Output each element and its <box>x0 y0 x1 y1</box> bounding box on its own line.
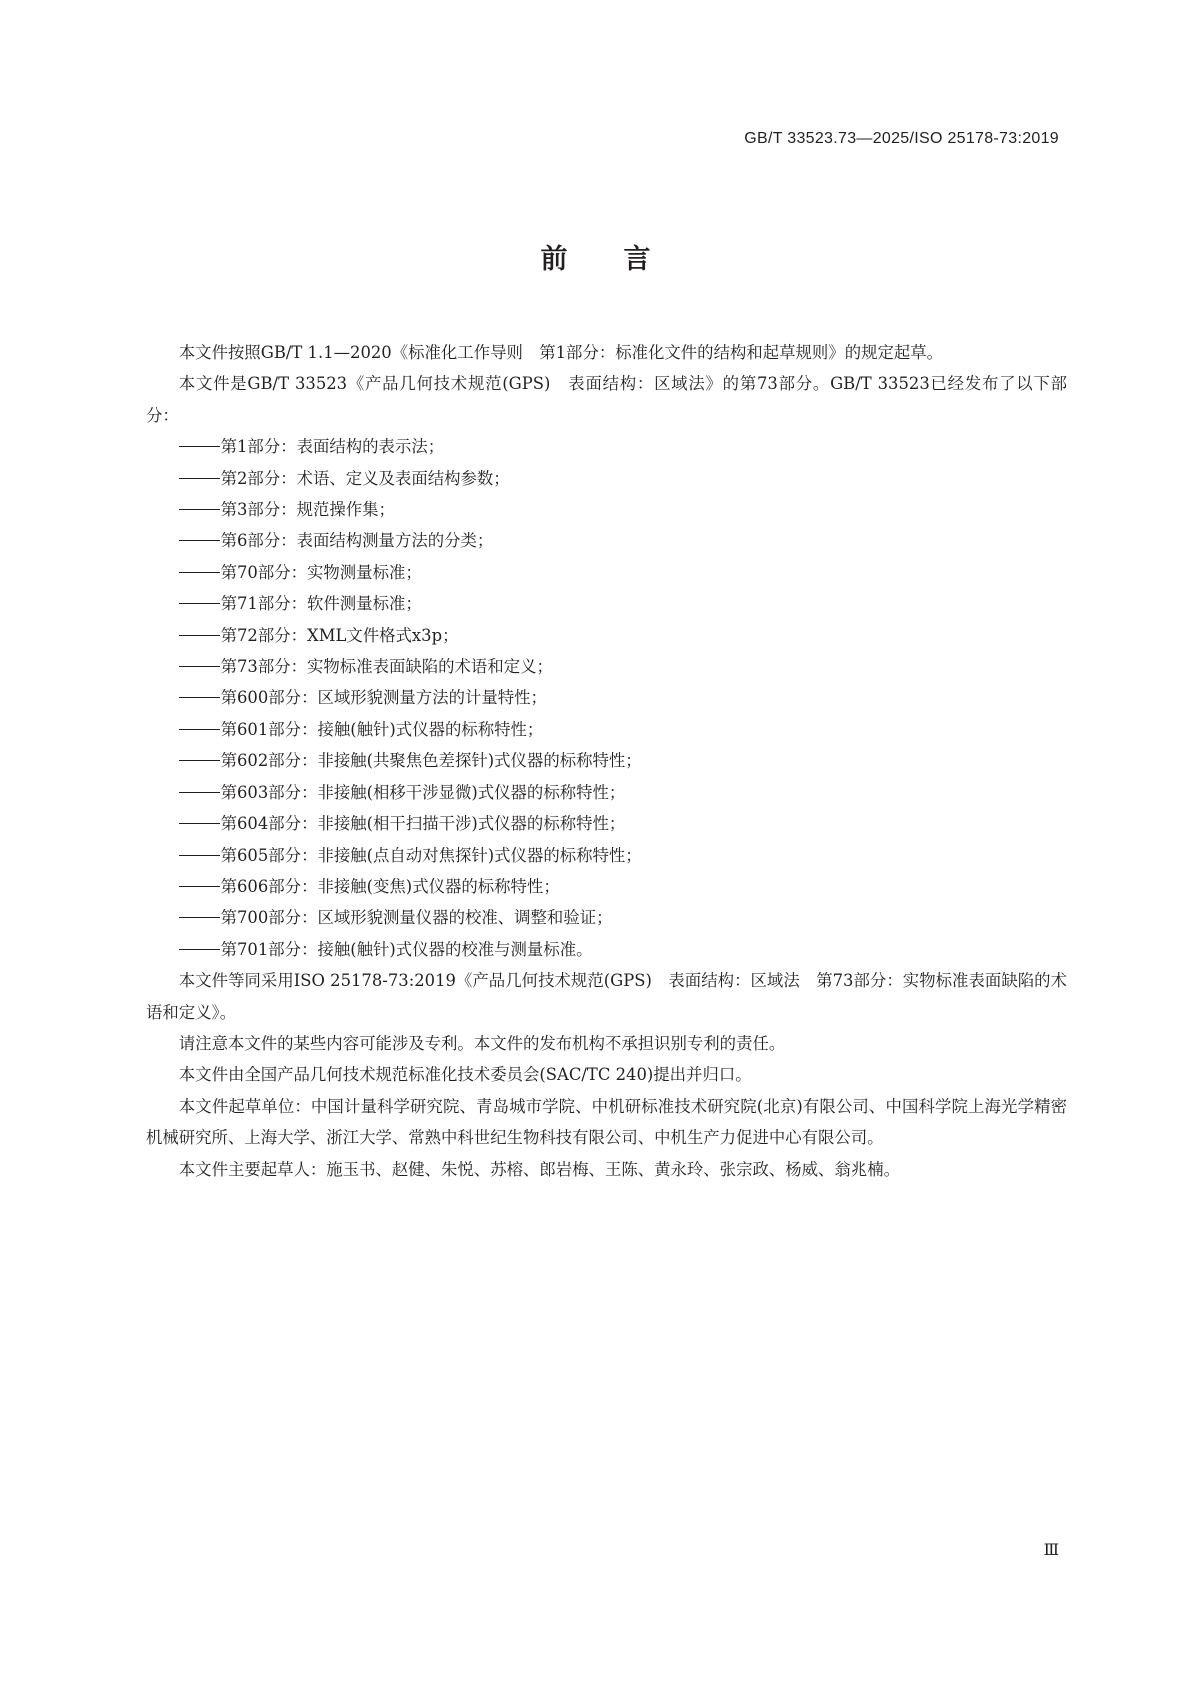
document-header <box>744 130 1059 148</box>
list-item <box>146 777 1067 808</box>
list-item-text: 第606部分：非接触(变焦)式仪器的标称特性； <box>220 876 560 896</box>
proposer-paragraph: 本文件由全国产品几何技术规范标准化技术委员会(SAC/TC 240)提出并归口。 <box>178 1065 752 1085</box>
page-title: 前言 <box>540 244 707 275</box>
document-body <box>146 337 1067 1185</box>
list-item-text: 第3部分：规范操作集； <box>220 500 395 520</box>
list-item-text: 第602部分：非接触(共聚焦色差探针)式仪器的标称特性； <box>220 751 642 771</box>
list-item-text: 第600部分：区域形貌测量方法的计量特性； <box>220 688 547 708</box>
list-item <box>146 431 1067 462</box>
list-item <box>146 840 1067 871</box>
list-item <box>146 745 1067 776</box>
drafters-paragraph: 本文件主要起草人：施玉书、赵健、朱悦、苏榕、郎岩梅、王陈、黄永玲、张宗政、杨威、翁兆楠。 <box>178 1159 900 1179</box>
dash-bullet <box>179 666 220 667</box>
list-item <box>146 494 1067 525</box>
dash-bullet <box>179 886 220 887</box>
list-item-text: 第73部分：实物标准表面缺陷的术语和定义； <box>220 657 553 677</box>
dash-bullet <box>179 540 220 541</box>
dash-bullet <box>179 917 220 918</box>
dash-bullet <box>179 760 220 761</box>
list-item <box>146 902 1067 933</box>
list-item <box>146 714 1067 745</box>
standard-number: GB/T 33523.73—2025/ISO 25178-73:2019 <box>744 130 1059 147</box>
list-item <box>146 525 1067 556</box>
list-item-text: 第605部分：非接触(点自动对焦探针)式仪器的标称特性； <box>220 845 642 865</box>
dash-bullet <box>179 572 220 573</box>
dash-bullet <box>179 478 220 479</box>
patent-notice-paragraph: 请注意本文件的某些内容可能涉及专利。本文件的发布机构不承担识别专利的责任。 <box>178 1033 786 1053</box>
page-number: Ⅲ <box>1043 1542 1059 1559</box>
equivalence-paragraph: 本文件等同采用ISO 25178-73:2019《产品几何技术规范(GPS) 表面结构：区域法 第73部分：实物标准表面缺陷的术语和定义》。 <box>146 971 1067 1022</box>
list-item <box>146 588 1067 619</box>
dash-bullet <box>179 792 220 793</box>
list-item-text: 第6部分：表面结构测量方法的分类； <box>220 531 494 551</box>
dash-bullet <box>179 823 220 824</box>
list-item <box>146 557 1067 588</box>
intro-paragraph-series: 本文件是GB/T 33523《产品几何技术规范(GPS) 表面结构：区域法》的第73部分。GB/T 33523已经发布了以下部分： <box>146 374 1067 425</box>
dash-bullet <box>179 697 220 698</box>
list-item <box>146 934 1067 965</box>
drafting-units-paragraph: 本文件起草单位：中国计量科学研究院、青岛城市学院、中机研标准技术研究院(北京)有限公司、中国科学院上海光学精密机械研究所、上海大学、浙江大学、常熟中科世纪生物科技有限公司、中机生产力促进中心有限公司。 <box>146 1096 1067 1148</box>
list-item-text: 第72部分：XML文件格式x3p； <box>220 625 459 645</box>
list-item-text: 第603部分：非接触(相移干涉显微)式仪器的标称特性； <box>220 782 626 802</box>
list-item-text: 第2部分：术语、定义及表面结构参数； <box>220 468 510 488</box>
intro-paragraph-drafting-rules: 本文件按照GB/T 1.1—2020《标准化工作导则 第1部分：标准化文件的结构和起草规则》的规定起草。 <box>178 343 944 362</box>
parts-list <box>146 431 1067 965</box>
list-item-text: 第71部分：软件测量标准； <box>220 594 422 614</box>
dash-bullet <box>179 855 220 856</box>
dash-bullet <box>179 635 220 636</box>
list-item-text: 第701部分：接触(触针)式仪器的校准与测量标准。 <box>220 939 593 959</box>
dash-bullet <box>179 949 220 950</box>
list-item <box>146 620 1067 651</box>
dash-bullet <box>179 446 220 447</box>
list-item <box>146 463 1067 494</box>
dash-bullet <box>179 729 220 730</box>
list-item-text: 第1部分：表面结构的表示法； <box>220 437 445 457</box>
list-item <box>146 682 1067 713</box>
list-item <box>146 871 1067 902</box>
list-item <box>146 808 1067 839</box>
list-item <box>146 651 1067 682</box>
dash-bullet <box>179 603 220 604</box>
list-item-text: 第700部分：区域形貌测量仪器的校准、调整和验证； <box>220 908 613 928</box>
dash-bullet <box>179 509 220 510</box>
list-item-text: 第604部分：非接触(相干扫描干涉)式仪器的标称特性； <box>220 814 626 834</box>
list-item-text: 第70部分：实物测量标准； <box>220 562 422 582</box>
list-item-text: 第601部分：接触(触针)式仪器的标称特性； <box>220 719 544 739</box>
